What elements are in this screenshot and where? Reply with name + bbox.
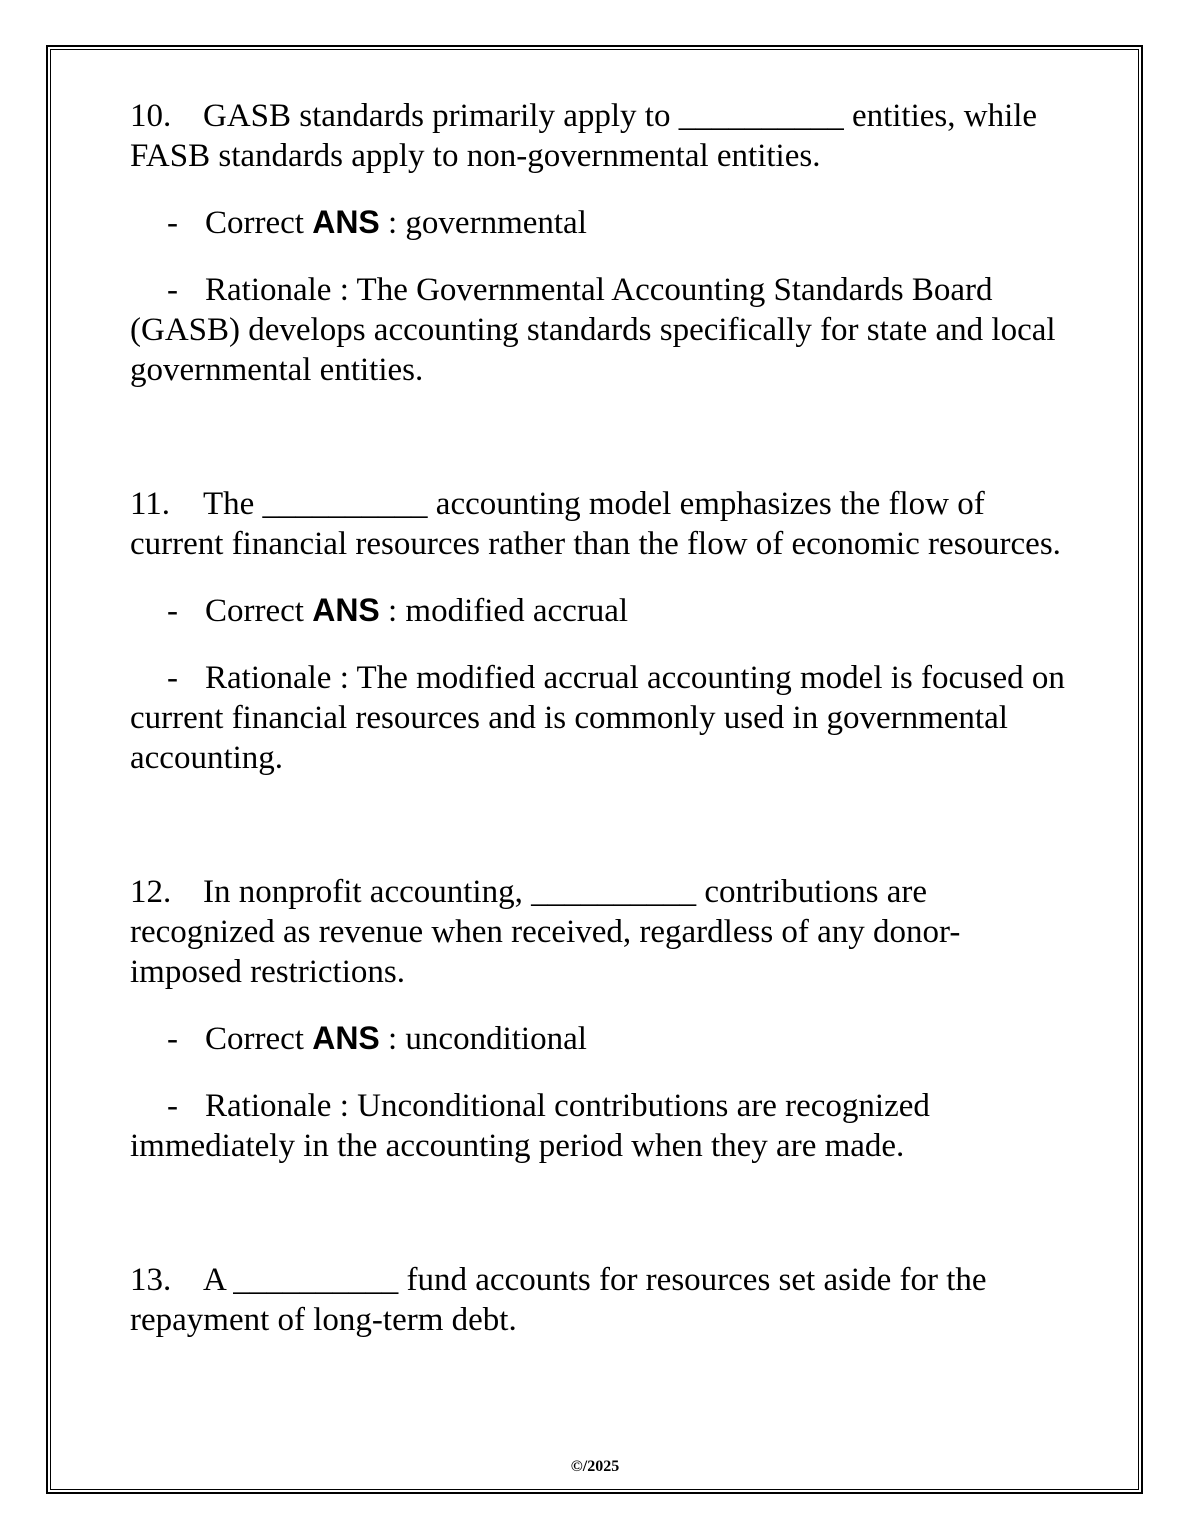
answer-keyword: ANS	[312, 204, 380, 240]
answer-keyword: ANS	[312, 1020, 380, 1056]
bullet-dash: -	[167, 272, 178, 308]
answer-line	[130, 202, 1070, 243]
question-prompt: GASB standards primarily apply to __________ entities, while FASB standards apply to non-governmental entities.	[130, 98, 1038, 174]
answer-line	[130, 1018, 1070, 1059]
question-12	[130, 872, 1070, 1166]
page-footer: ©/2025	[570, 1458, 620, 1475]
bullet-dash: -	[167, 660, 178, 696]
question-number: 11.	[130, 486, 171, 522]
spacer	[130, 390, 1070, 484]
answer-line	[130, 590, 1070, 631]
question-13	[130, 1260, 1070, 1340]
bullet-dash: -	[167, 593, 178, 629]
bullet-dash: -	[167, 1088, 178, 1124]
rationale-text: : The modified accrual accounting model is focused on current financial resources and is commonly used in governmental accounting.	[130, 660, 1065, 776]
question-number: 13.	[130, 1262, 172, 1298]
answer-value: : unconditional	[379, 1021, 587, 1057]
question-text	[130, 1260, 1070, 1340]
question-number: 10.	[130, 98, 172, 134]
question-text	[130, 872, 1070, 992]
question-11	[130, 484, 1070, 778]
bullet-dash: -	[167, 1021, 178, 1057]
answer-keyword: ANS	[312, 592, 380, 628]
answer-value: : governmental	[379, 205, 587, 241]
question-prompt: In nonprofit accounting, __________ contributions are recognized as revenue when received, regardless of any donor-imposed restrictions.	[130, 874, 961, 990]
rationale-label: Rationale	[205, 660, 340, 696]
question-10	[130, 96, 1070, 390]
rationale-label: Rationale	[205, 272, 340, 308]
spacer	[130, 1166, 1070, 1260]
question-text	[130, 96, 1070, 176]
answer-value: : modified accrual	[379, 593, 629, 629]
rationale-text: : Unconditional contributions are recognized immediately in the accounting period when they are made.	[130, 1088, 930, 1164]
answer-prefix: Correct	[205, 1021, 313, 1057]
answer-prefix: Correct	[205, 205, 313, 241]
question-prompt: A __________ fund accounts for resources set aside for the repayment of long-term debt.	[130, 1262, 987, 1338]
question-text	[130, 484, 1070, 564]
bullet-dash: -	[167, 205, 178, 241]
rationale-line	[130, 1086, 1070, 1166]
answer-prefix: Correct	[205, 593, 313, 629]
rationale-label: Rationale	[205, 1088, 340, 1124]
question-prompt: The __________ accounting model emphasizes the flow of current financial resources rather than the flow of economic resources.	[130, 486, 1061, 562]
rationale-line	[130, 658, 1070, 778]
rationale-text: : The Governmental Accounting Standards Board (GASB) develops accounting standards specifically for state and local governmental entities.	[130, 272, 1056, 388]
document-body	[130, 96, 1070, 1340]
question-number: 12.	[130, 874, 172, 910]
rationale-line	[130, 270, 1070, 390]
spacer	[130, 778, 1070, 872]
